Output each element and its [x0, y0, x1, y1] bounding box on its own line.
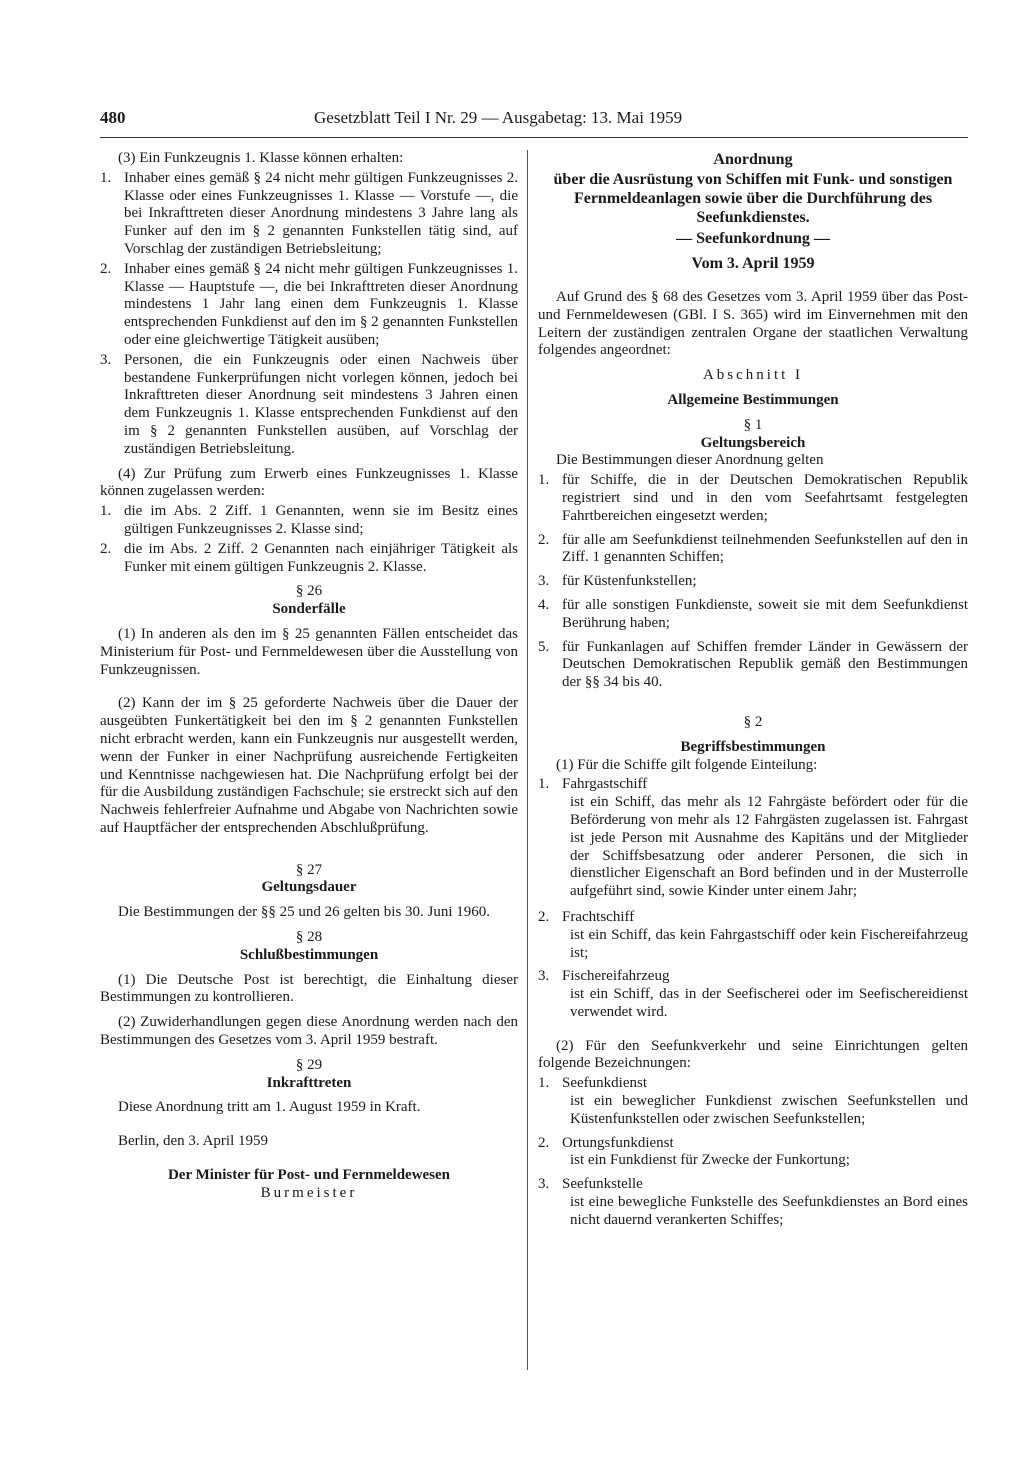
item-text: für Schiffe, die in der Deutschen Demokratischen Republik registriert sind und in den vom Seefahrtsamt festgelegten Fahrtbereichen eingesetzt werden;	[562, 472, 968, 524]
item-text: die im Abs. 2 Ziff. 1 Genannten, wenn sie im Besitz eines gültigen Funkzeugnisses 2. Klasse sind;	[124, 503, 518, 537]
list-item	[100, 503, 518, 539]
item-text: für Funkanlagen auf Schiffen fremder Länder in Gewässern der Deutschen Demokratischen Republik gemäß den Bestimmungen der §§ 34 bis 40.	[562, 638, 968, 691]
section-1-number: § 1	[743, 416, 763, 433]
item-text: Inhaber eines gemäß § 24 nicht mehr gültigen Funkzeugnisses 1. Klasse — Hauptstufe —, die bei Inkrafttreten dieser Anordnung mindestens 1 Jahr lang einen dem Funkzeugnis 1. Klasse entsprechenden Funkdienst auf den im § 2 genannten Funkstellen oder eine gleichwertige Tätigkeit ausüben;	[124, 260, 518, 348]
section-28-title: Schlußbestimmungen	[239, 946, 379, 963]
item-number: 2.	[538, 908, 550, 925]
item-number: 1.	[538, 472, 550, 489]
item-number: 3.	[538, 1176, 550, 1193]
list-item	[538, 472, 968, 525]
list-item	[100, 170, 518, 259]
section-29-paragraph: Diese Anordnung tritt am 1. August 1959 in Kraft.	[118, 1099, 421, 1116]
page-number: 480	[100, 108, 126, 127]
item-number: 2.	[538, 531, 550, 548]
signatory-title: Der Minister für Post- und Fernmeldewesen	[167, 1167, 451, 1184]
definition-term: Fahrgastschiff	[562, 776, 648, 793]
definition-term: Fischereifahrzeug	[562, 968, 670, 985]
item-text: Personen, die ein Funkzeugnis oder einen Nachweis über bestandene Funkerprüfungen nicht vorlegen können, jedoch bei Inkrafttreten dieser Anordnung seit mindestens 3 Jahren einen dem Funkzeugnis 1. Klasse entsprechenden Funkdienst auf den im § 2 genannten Funkstellen ausüben, auf Vorschlag der zuständigen Betriebsleitung.	[124, 351, 518, 457]
page-header	[100, 108, 968, 132]
definition-item	[538, 1075, 968, 1128]
item-number: 1.	[100, 169, 112, 186]
header-rule	[100, 137, 968, 138]
item-number: 2.	[100, 260, 112, 277]
section-26-paragraph-1: (1) In anderen als den im § 25 genannten Fällen entscheidet das Ministerium für Post- und Fernmeldewesen über die Ausstellung von Funkzeugnissen.	[100, 625, 518, 678]
section-2-paragraph-1-intro: (1) Für die Schiffe gilt folgende Einteilung:	[556, 756, 818, 773]
item-number: 4.	[538, 596, 550, 613]
item-number: 1.	[100, 503, 112, 520]
definition-text: ist ein Schiff, das kein Fahrgastschiff oder kein Fischereifahrzeug ist;	[570, 926, 968, 961]
item-text: die im Abs. 2 Ziff. 2 Genannten nach einjähriger Tätigkeit als Funker mit einem gültigen Funkzeugnis 2. Klasse.	[124, 540, 518, 575]
ordinance-title: über die Ausrüstung von Schiffen mit Funk- und sonstigen Fernmeldeanlagen sowie über die Durchführung des Seefunkdienstes.	[553, 171, 953, 226]
list-item	[100, 261, 518, 350]
section-1-title: Geltungsbereich	[700, 434, 806, 451]
definition-term: Seefunkstelle	[562, 1176, 643, 1193]
item-text: für alle am Seefunkdienst teilnehmenden Seefunkstellen auf den in Ziff. 1 genannten Schiffen;	[562, 531, 968, 566]
item-text: für alle sonstigen Funkdienste, soweit sie mit dem Seefunkdienst Berührung haben;	[562, 596, 968, 631]
item-text: für Küstenfunkstellen;	[562, 573, 697, 590]
section-2-title: Begriffsbestimmungen	[680, 738, 826, 755]
definition-text: ist ein Funkdienst für Zwecke der Funkortung;	[570, 1152, 850, 1169]
list-item	[538, 532, 968, 568]
paragraph-3-intro: (3) Ein Funkzeugnis 1. Klasse können erhalten:	[118, 150, 404, 166]
definition-item	[538, 1176, 968, 1229]
section-28-paragraph-1: (1) Die Deutsche Post ist berechtigt, die Einhaltung dieser Bestimmungen zu kontrollieren.	[100, 971, 518, 1006]
section-26-paragraph-2: (2) Kann der im § 25 geforderte Nachweis über die Dauer der ausgeübten Funkertätigkeit bei den im § 2 genannten Funkstellen nicht erbracht werden, kann ein Funkzeugnis nur ausgestellt werden, wenn der Funker in einer Nachprüfung ausreichende Fertigkeiten und Kenntnisse nachgewiesen hat. Die Nachprüfung erfolgt bei der für die Ausbildung zuständigen Fachschule; sie erstreckt sich auf den Nachweis fehlerfreier Aufnahme und Abgabe von Nachrichten sowie auf Hauptfächer der entsprechenden Abschlußprüfung.	[100, 695, 518, 836]
definition-item	[538, 968, 968, 1021]
item-number: 3.	[538, 573, 550, 590]
definition-item	[538, 909, 968, 962]
definition-text: ist ein beweglicher Funkdienst zwischen Seefunkstellen und Küstenfunkstellen oder zwischen Seefunkstellen;	[570, 1093, 968, 1127]
paragraph-4-intro: (4) Zur Prüfung zum Erwerb eines Funkzeugnisses 1. Klasse können zugelassen werden:	[100, 465, 518, 500]
place-and-date: Berlin, den 3. April 1959	[118, 1133, 268, 1150]
item-number: 2.	[538, 1134, 550, 1151]
section-27-paragraph: Die Bestimmungen der §§ 25 und 26 gelten bis 30. Juni 1960.	[118, 904, 491, 921]
section-27-title: Geltungsdauer	[261, 879, 357, 896]
item-number: 5.	[538, 638, 550, 655]
column-divider	[527, 150, 528, 1370]
definition-item	[538, 776, 968, 901]
section-26-title: Sonderfälle	[272, 601, 346, 618]
section-29-number: § 29	[295, 1056, 323, 1073]
section-1-intro: Die Bestimmungen dieser Anordnung gelten	[556, 452, 824, 469]
definition-term: Frachtschiff	[562, 908, 635, 925]
item-number: 3.	[100, 351, 112, 368]
item-number: 1.	[538, 1075, 550, 1092]
section-26-number: § 26	[295, 583, 323, 600]
section-29-title: Inkrafttreten	[266, 1074, 352, 1091]
definition-text: ist ein Schiff, das mehr als 12 Fahrgäste befördert oder für die Beförderung von mehr als 12 Fahrgästen zugelassen ist. Fahrgast ist jede Person mit Ausnahme des Kapitäns und der Mitglieder der Schiffsbesatzung oder anderer Personen, die sich in dienstlicher Eigenschaft an Bord befinden und in der Musterrolle aufgeführt sind, sowie Kinder unter einem Jahr;	[570, 794, 968, 900]
ordinance-heading: Anordnung	[713, 151, 793, 168]
section-label: Abschnitt I	[702, 367, 804, 384]
definition-term: Ortungsfunkdienst	[562, 1134, 674, 1151]
list-item	[100, 541, 518, 577]
item-number: 1.	[538, 776, 550, 793]
definition-text: ist ein Schiff, das in der Seefischerei oder im Seefischereidienst verwendet wird.	[570, 986, 968, 1020]
list-item	[538, 639, 968, 692]
definition-term: Seefunkdienst	[562, 1075, 647, 1092]
left-column	[100, 150, 518, 1203]
item-number: 2.	[100, 540, 112, 557]
list-item	[538, 573, 968, 591]
list-item	[100, 352, 518, 459]
section-28-number: § 28	[295, 929, 323, 946]
section-title: Allgemeine Bestimmungen	[667, 391, 839, 408]
item-text: Inhaber eines gemäß § 24 nicht mehr gültigen Funkzeugnisses 2. Klasse oder eines Funkzeugnisses 1. Klasse — Vorstufe —, die bei Inkrafttreten dieser Anordnung mindestens 3 Jahre lang als Funker auf den im § 2 genannten Funkstellen tätig sind, auf Vorschlag der zuständigen Betriebsleitung;	[124, 169, 518, 257]
section-2-number: § 2	[743, 713, 763, 730]
ordinance-date: Vom 3. April 1959	[691, 255, 815, 272]
item-number: 3.	[538, 968, 550, 985]
section-2-paragraph-2-intro: (2) Für den Seefunkverkehr und seine Einrichtungen gelten folgende Bezeichnungen:	[538, 1037, 968, 1072]
preamble: Auf Grund des § 68 des Gesetzes vom 3. April 1959 über das Post- und Fernmeldewesen (GBl. I S. 365) wird im Einvernehmen mit den Leitern der zuständigen zentralen Organe der staatlichen Verwaltung folgendes angeordnet:	[538, 289, 968, 359]
section-27-number: § 27	[295, 861, 323, 878]
list-item	[538, 597, 968, 633]
ordinance-short-title: — Seefunkordnung —	[676, 230, 830, 247]
right-column	[538, 150, 968, 1232]
definition-item	[538, 1135, 968, 1171]
section-28-paragraph-2: (2) Zuwiderhandlungen gegen diese Anordnung werden nach den Bestimmungen des Gesetzes vom 3. April 1959 bestraft.	[100, 1014, 518, 1049]
signatory-name: Burmeister	[260, 1184, 358, 1201]
definition-text: ist eine bewegliche Funkstelle des Seefunkdienstes an Bord eines nicht dauernd verankerten Schiffes;	[570, 1194, 968, 1228]
running-title: Gesetzblatt Teil I Nr. 29 — Ausgabetag: 13. Mai 1959	[314, 108, 683, 127]
